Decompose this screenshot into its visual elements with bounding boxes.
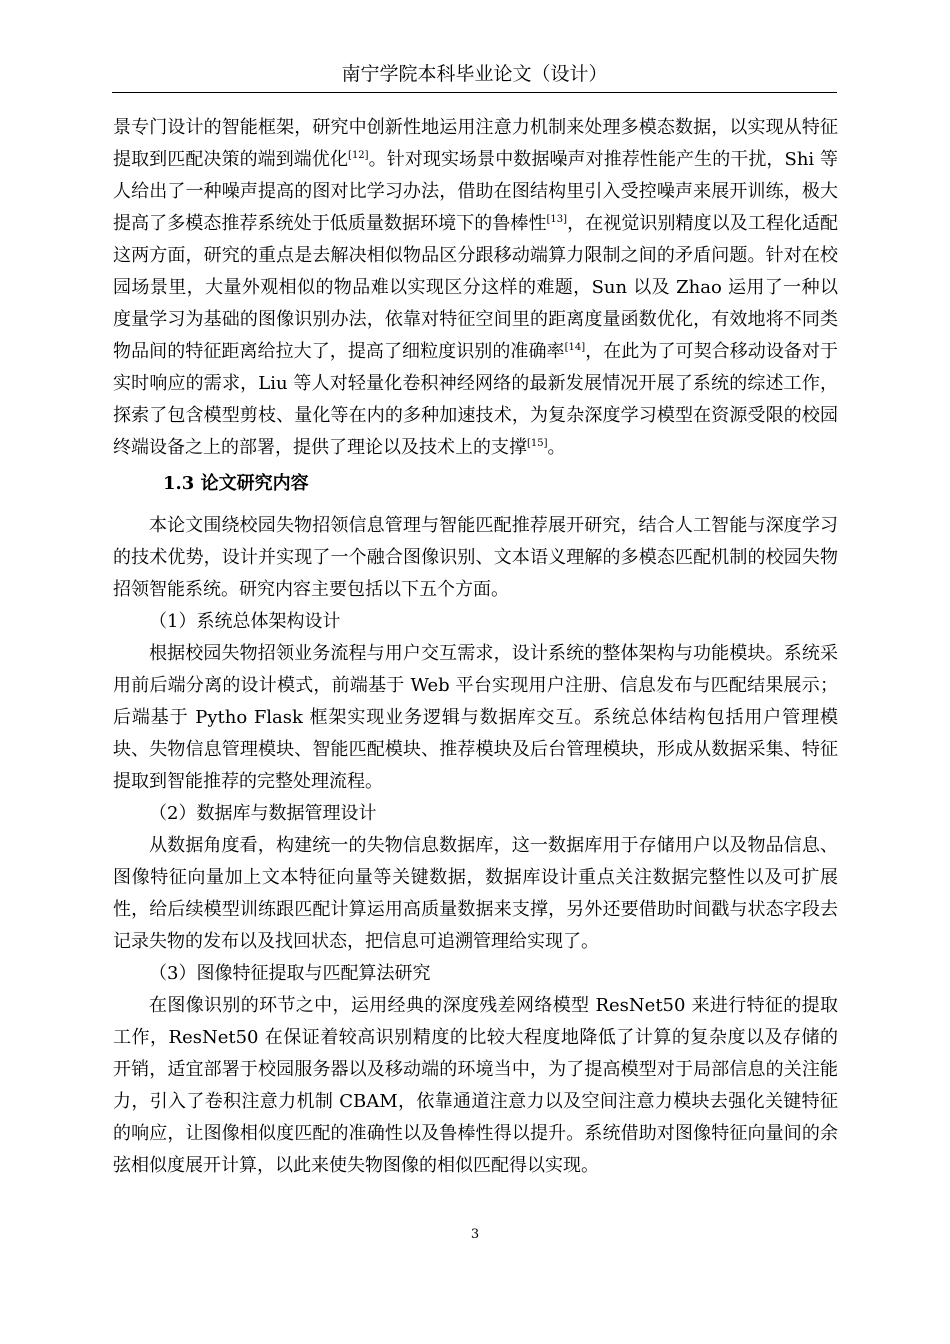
intro-text-1: 景专门设计的智能框架，研究中创新性地运用注意力机制来处理多模态数据，以实现从特征提取到匹配决策的端到端优化	[113, 117, 838, 170]
intro-text-4: ，在此为了可契合移动设备对于实时响应的需求，Liu 等人对轻量化卷积神经网络的最新发展情况开展了系统的综述工作，探索了包含模型剪枝、量化等在内的多种加速技术，为复杂深度学习模型在资源受限的校园终端设备之上的部署，提供了理论以及技术上的支撑	[113, 341, 839, 458]
citation-14: [14]	[564, 342, 586, 353]
subsection-title-3: （3）图像特征提取与匹配算法研究	[149, 963, 431, 984]
citation-15: [15]	[527, 438, 548, 449]
subsection-text-2: 从数据角度看，构建统一的失物信息数据库，这一数据库用于存储用户以及物品信息、图像特征向量加上文本特征向量等关键数据，数据库设计重点关注数据完整性以及可扩展性，给后续模型训练跟匹配计算运用高质量数据来支撑，另外还要借助时间戳与状态字段去记录失物的发布以及找回状态，把信息可追溯管理给实现了。	[113, 835, 838, 952]
intro-paragraph	[113, 112, 838, 464]
intro-text-3: ，在视觉识别精度以及工程化适配这两方面，研究的重点是去解决相似物品区分跟移动端算力限制之间的矛盾问题。针对在校园场景里，大量外观相似的物品难以实现区分这样的难题，Sun 以及 Zhao 运用了一种以度量学习为基础的图像识别办法，依靠对特征空间里的距离度量函数优化，有效地将不同类物品间的特征距离给拉大了，提高了细粒度识别的准确率	[113, 213, 839, 362]
subsection-text-3: 在图像识别的环节之中，运用经典的深度残差网络模型 ResNet50 来进行特征的提取工作，ResNet50 在保证着较高识别精度的比较大程度地降低了计算的复杂度以及存储的开销，适宜部署于校园服务器以及移动端的环境当中，为了提高模型对于局部信息的关注能力，引入了卷积注意力机制 CBAM，依靠通道注意力以及空间注意力模块去强化关键特征的响应，让图像相似度匹配的准确性以及鲁棒性得以提升。系统借助对图像特征向量间的余弦相似度展开计算，以此来使失物图像的相似匹配得以实现。	[113, 995, 838, 1176]
subsection-title-2: （2）数据库与数据管理设计	[149, 803, 377, 824]
page-body	[113, 112, 838, 1182]
citation-12: [12]	[348, 150, 369, 161]
section-intro: 本论文围绕校园失物招领信息管理与智能匹配推荐展开研究，结合人工智能与深度学习的技术优势，设计并实现了一个融合图像识别、文本语义理解的多模态匹配机制的校园失物招领智能系统。研究内容主要包括以下五个方面。	[113, 515, 838, 600]
running-header: 南宁学院本科毕业论文（设计）	[112, 62, 837, 93]
subsection-title-1: （1）系统总体架构设计	[149, 611, 341, 632]
subsection-text-1: 根据校园失物招领业务流程与用户交互需求，设计系统的整体架构与功能模块。系统采用前后端分离的设计模式，前端基于 Web 平台实现用户注册、信息发布与匹配结果展示；后端基于 Pytho Flask 框架实现业务逻辑与数据库交互。系统总体结构包括用户管理模块、失物信息管理模块、智能匹配模块、推荐模块及后台管理模块，形成从数据采集、特征提取到智能推荐的完整处理流程。	[113, 643, 838, 792]
citation-13: [13]	[546, 214, 568, 225]
page-number: 3	[470, 1227, 480, 1242]
intro-text-2: 。针对现实场景中数据噪声对推荐性能产生的干扰，Shi 等人给出了一种噪声提高的图对比学习办法，借助在图结构里引入受控噪声来展开训练，极大提高了多模态推荐系统处于低质量数据环境下的鲁棒性	[113, 149, 838, 234]
intro-text-5: 。	[547, 437, 566, 458]
section-heading: 1.3 论文研究内容	[163, 473, 309, 494]
